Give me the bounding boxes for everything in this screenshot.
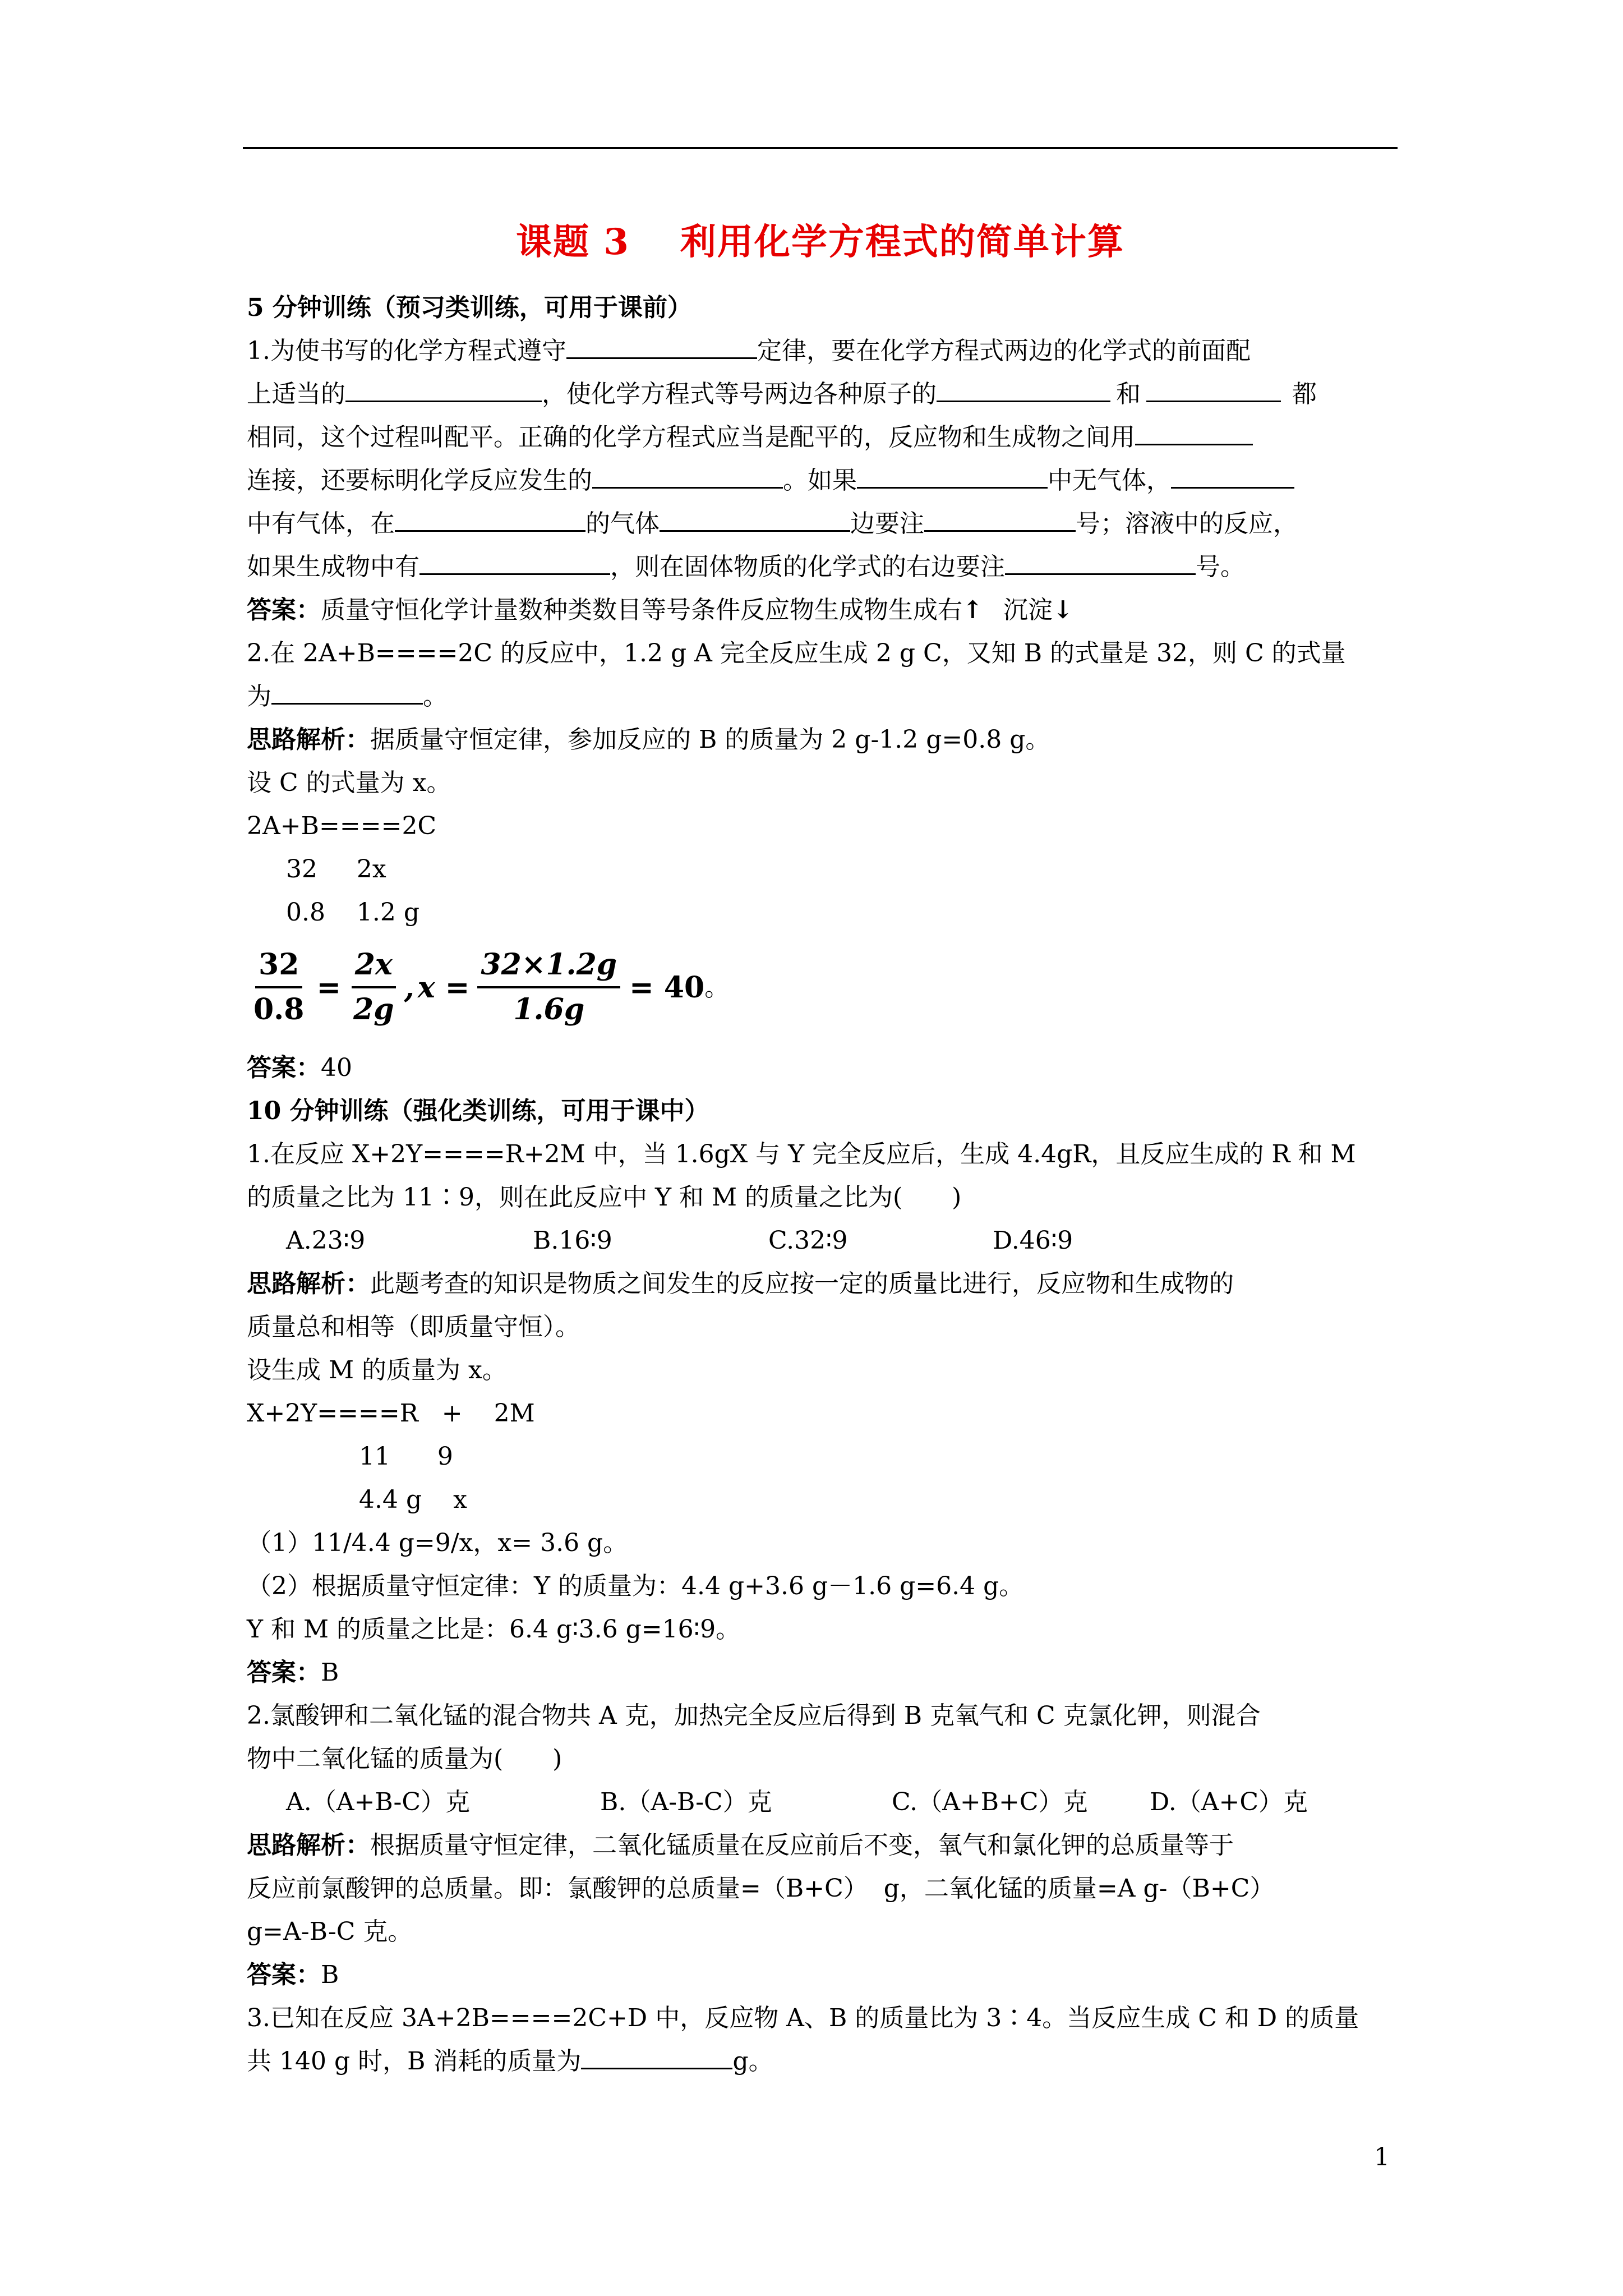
blank[interactable] xyxy=(592,459,783,489)
s2-q1-step1: （1）11/4.4 g=9/x，x= 3.6 g。 xyxy=(247,1529,628,1557)
option-a[interactable]: A.（A+B-C）克 xyxy=(286,1788,471,1816)
s1-q2-line2: 为 。 xyxy=(247,675,1402,718)
s2-q2-analysis-line3: g=A-B-C 克。 xyxy=(247,1917,413,1946)
section-heading-5min: 5 分钟训练（预习类训练，可用于课前） xyxy=(247,293,692,322)
s2-q1-row2: 4.4 g x xyxy=(359,1485,467,1514)
blank[interactable] xyxy=(937,372,1110,402)
blank[interactable] xyxy=(857,459,1048,489)
s2-q1-set: 设生成 M 的质量为 x。 xyxy=(247,1356,507,1384)
title-lesson-name: 利用化学方程式的简单计算 xyxy=(680,221,1124,263)
s1-q1-answer: 答案：质量守恒化学计量数种类数目等号条件反应物生成物生成右↑ 沉淀↓ xyxy=(247,596,1073,624)
s1-q2-formula: $\frac{32}{0.8}$ = $\frac{2x}{2g}$ , x = $\frac{32\times 1.2g}{1.6g}$ = 40 。 xyxy=(247,940,1402,1035)
option-c[interactable]: C.32∶9 xyxy=(768,1226,848,1255)
s2-q2-analysis: 思路解析：根据质量守恒定律，二氧化锰质量在反应前后不变，氧气和氯化钾的总质量等于 xyxy=(247,1831,1234,1860)
section-heading-10min: 10 分钟训练（强化类训练，可用于课中） xyxy=(247,1097,709,1125)
blank[interactable] xyxy=(1005,545,1196,575)
s1-q2-answer: 答案：40 xyxy=(247,1053,352,1082)
s2-q1-step2: （2）根据质量守恒定律：Y 的质量为：4.4 g+3.6 g－1.6 g=6.4 g。 xyxy=(247,1572,1024,1600)
option-a[interactable]: A.23∶9 xyxy=(286,1226,366,1255)
s2-q1-line2: 的质量之比为 11∶9，则在此反应中 Y 和 M 的质量之比为( ) xyxy=(247,1183,962,1212)
arrow-up-icon: ↑ xyxy=(962,596,983,624)
page-title xyxy=(243,213,1398,265)
s1-q2-set: 设 C 的式量为 x。 xyxy=(247,769,451,797)
header-rule xyxy=(243,147,1398,149)
s2-q1-options xyxy=(247,1219,1402,1262)
blank[interactable] xyxy=(1146,372,1281,402)
s2-q2-line2: 物中二氧化锰的质量为( ) xyxy=(247,1745,562,1773)
s1-q1-line1: 1.为使书写的化学方程式遵守 定律，要在化学方程式两边的化学式的前面配 xyxy=(247,329,1402,372)
blank[interactable] xyxy=(395,502,585,532)
s2-q1-answer: 答案：B xyxy=(247,1658,339,1687)
option-d[interactable]: D.46∶9 xyxy=(993,1226,1073,1255)
s2-q1-ratio: Y 和 M 的质量之比是：6.4 g∶3.6 g=16∶9。 xyxy=(247,1615,741,1644)
s2-q1-equation: X+2Y====R + 2M xyxy=(247,1399,535,1428)
blank[interactable] xyxy=(660,502,850,532)
option-d[interactable]: D.（A+C）克 xyxy=(1150,1788,1308,1816)
fraction: $\frac{32}{0.8}$ xyxy=(253,947,305,1027)
s2-q1-line1: 1.在反应 X+2Y====R+2M 中，当 1.6gX 与 Y 完全反应后，生成 4.4gR，且反应生成的 R 和 M xyxy=(247,1140,1356,1168)
option-b[interactable]: B.（A-B-C）克 xyxy=(600,1788,772,1816)
s1-q2-row2: 0.8 1.2 g xyxy=(286,898,420,927)
s1-q1-line3: 相同，这个过程叫配平。正确的化学方程式应当是配平的，反应物和生成物之间用 xyxy=(247,416,1402,459)
blank[interactable] xyxy=(419,545,610,575)
blank[interactable] xyxy=(1171,459,1294,489)
s2-q1-row1: 11 9 xyxy=(359,1442,453,1471)
blank[interactable] xyxy=(566,329,757,359)
blank[interactable] xyxy=(581,2040,732,2069)
s2-q3-line1: 3.已知在反应 3A+2B====2C+D 中，反应物 A、B 的质量比为 3∶4。当反应生成 C 和 D 的质量 xyxy=(247,2004,1359,2032)
title-lesson-number: 课题 3 xyxy=(516,221,630,263)
s2-q2-answer: 答案：B xyxy=(247,1961,339,1989)
s1-q2-equation: 2A+B====2C xyxy=(247,812,437,840)
s1-q1-line6: 如果生成物中有 ，则在固体物质的化学式的右边要注 号。 xyxy=(247,545,1402,588)
s1-q1-line5: 中有气体，在 的气体 边要注 号；溶液中的反应， xyxy=(247,502,1402,545)
document-body xyxy=(247,286,1402,2083)
s1-q2-row1: 32 2x xyxy=(286,855,386,884)
s1-q2-line1: 2.在 2A+B====2C 的反应中，1.2 g A 完全反应生成 2 g C，又知 B 的式量是 32，则 C 的式量 xyxy=(247,639,1346,668)
s2-q1-analysis: 思路解析：此题考查的知识是物质之间发生的反应按一定的质量比进行，反应物和生成物的 xyxy=(247,1269,1234,1298)
s2-q1-analysis-line2: 质量总和相等（即质量守恒）。 xyxy=(247,1313,580,1341)
blank[interactable] xyxy=(345,372,542,402)
blank[interactable] xyxy=(271,675,423,705)
page-number: 1 xyxy=(1374,2143,1390,2171)
s2-q2-options xyxy=(247,1780,1402,1824)
arrow-down-icon: ↓ xyxy=(1052,596,1073,624)
s2-q3-line2: 共 140 g 时，B 消耗的质量为 g。 xyxy=(247,2040,1402,2083)
option-b[interactable]: B.16∶9 xyxy=(533,1226,612,1255)
s1-q1-line4: 连接，还要标明化学反应发生的 。如果 中无气体， xyxy=(247,459,1402,502)
option-c[interactable]: C.（A+B+C）克 xyxy=(892,1788,1088,1816)
s1-q2-analysis: 思路解析：据质量守恒定律，参加反应的 B 的质量为 2 g-1.2 g=0.8 g。 xyxy=(247,725,1050,754)
blank[interactable] xyxy=(924,502,1076,532)
fraction: $\frac{2x}{2g}$ xyxy=(350,947,398,1028)
s1-q1-line2: 上适当的 ，使化学方程式等号两边各种原子的 和 都 xyxy=(247,372,1402,416)
fraction: $\frac{32\times 1.2g}{1.6g}$ xyxy=(477,947,620,1028)
s2-q2-analysis-line2: 反应前氯酸钾的总质量。即：氯酸钾的总质量=（B+C） g，二氧化锰的质量=A g-（B+C） xyxy=(247,1874,1275,1903)
s2-q2-line1: 2.氯酸钾和二氧化锰的混合物共 A 克，加热完全反应后得到 B 克氧气和 C 克氯化钾，则混合 xyxy=(247,1701,1261,1730)
blank[interactable] xyxy=(1135,416,1253,445)
